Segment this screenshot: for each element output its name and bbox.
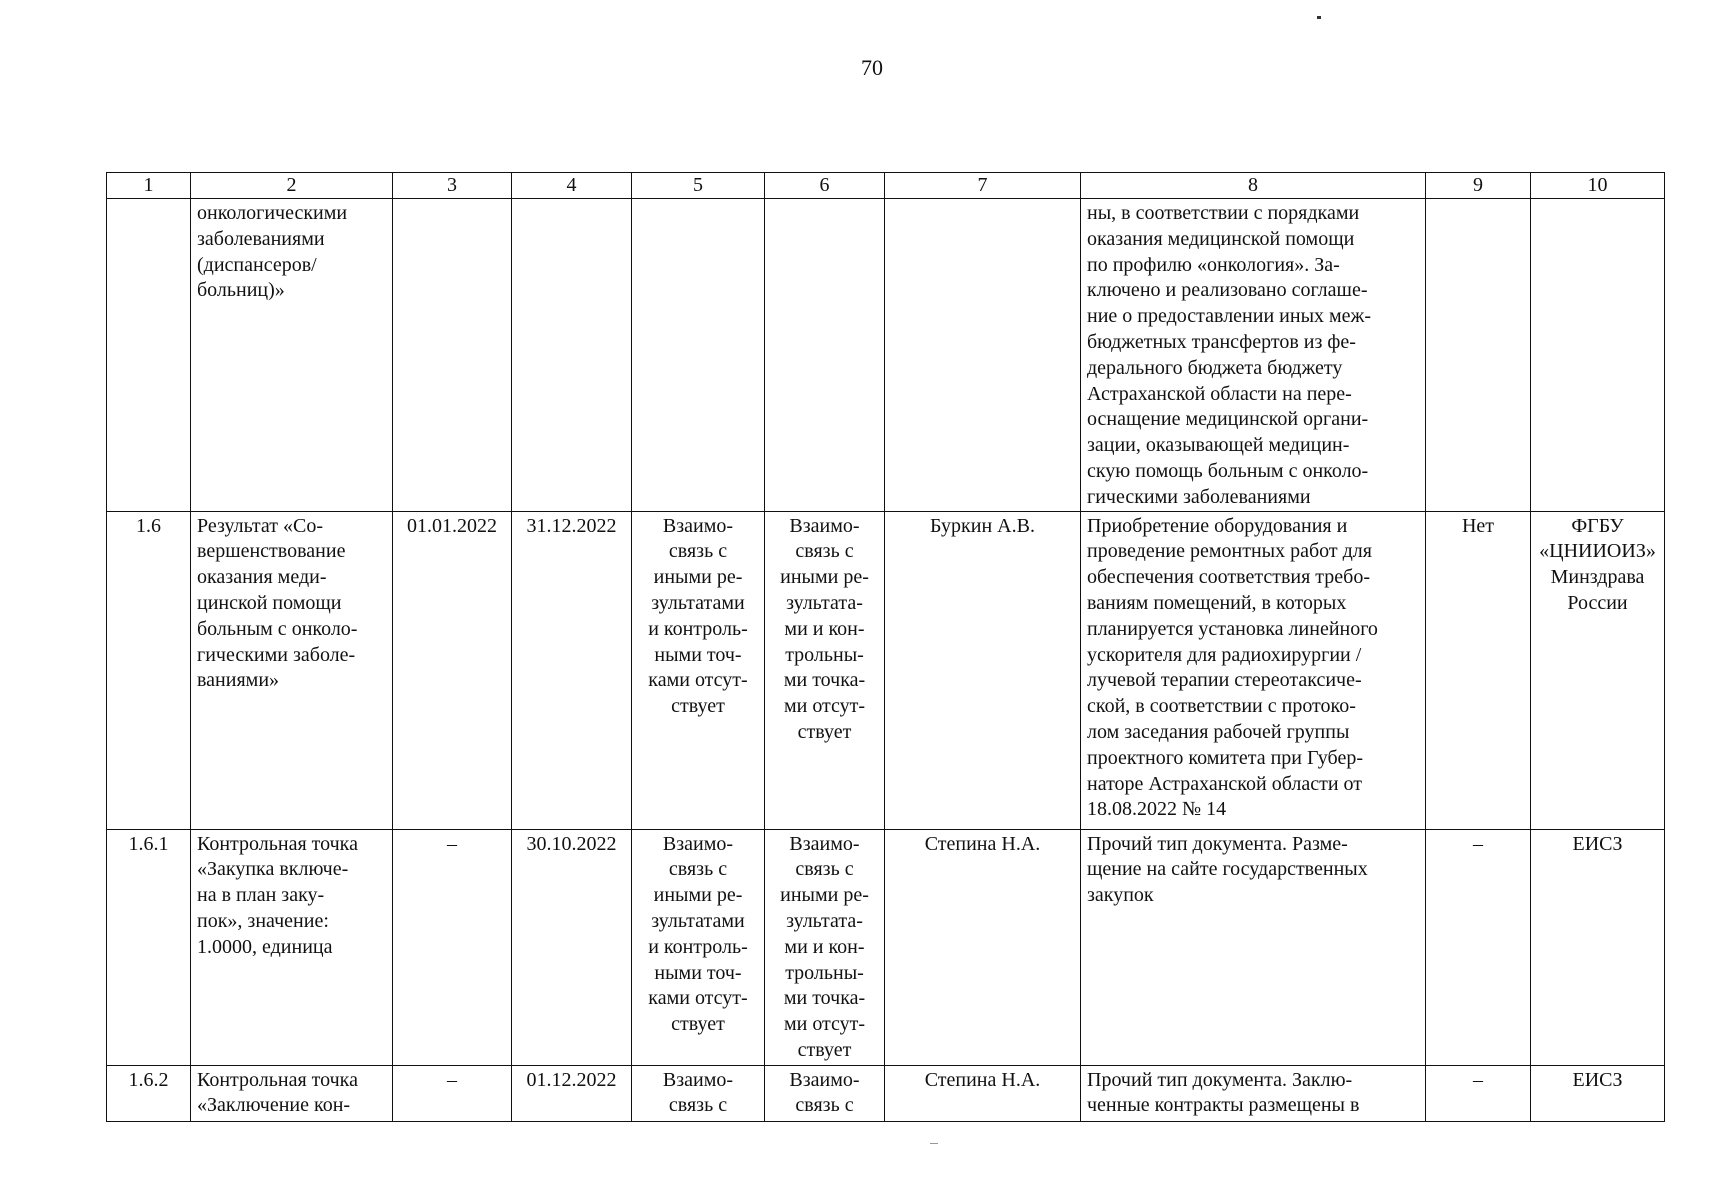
- table-cell: [885, 199, 1081, 512]
- table-row: [107, 511, 1665, 829]
- table-cell: 01.12.2022: [512, 1065, 632, 1121]
- table-cell: [1426, 199, 1531, 512]
- table-cell: Взаимо- связь с иными ре- зультата- ми и кон- трольны- ми точка- ми отсут- ствует: [765, 829, 885, 1065]
- column-header: 5: [632, 173, 765, 199]
- table-cell: –: [393, 829, 512, 1065]
- scan-speck: [930, 1143, 938, 1144]
- table-cell: Прочий тип документа. Заклю- ченные контракты размещены в: [1081, 1065, 1426, 1121]
- table-cell: Взаимо- связь с: [632, 1065, 765, 1121]
- table-cell: [512, 199, 632, 512]
- table-cell: Буркин А.В.: [885, 511, 1081, 829]
- table-cell: Степина Н.А.: [885, 829, 1081, 1065]
- table-cell: Прочий тип документа. Разме- щение на сайте государственных закупок: [1081, 829, 1426, 1065]
- table-cell: ЕИСЗ: [1531, 829, 1665, 1065]
- table-cell: Контрольная точка «Заключение кон-: [191, 1065, 393, 1121]
- table-cell: [765, 199, 885, 512]
- scan-speck: [1317, 16, 1321, 19]
- table-header-row: [107, 173, 1665, 199]
- table-row: [107, 829, 1665, 1065]
- table-cell: ны, в соответствии с порядками оказания медицинской помощи по профилю «онкология». За- ключено и реализовано соглаше- ние о предоставлении иных меж- бюджетных трансфертов из фе- дерального бюджета бюджету Астраханской области на пере- оснащение медицинской органи- зации, оказывающей медицин- скую помощь больным с онколо- гическими заболеваниями: [1081, 199, 1426, 512]
- column-header: 7: [885, 173, 1081, 199]
- table-row: [107, 1065, 1665, 1121]
- table-cell: Взаимо- связь с иными ре- зультата- ми и кон- трольны- ми точка- ми отсут- ствует: [765, 511, 885, 829]
- table-cell: [107, 199, 191, 512]
- column-header: 4: [512, 173, 632, 199]
- table-cell: [393, 199, 512, 512]
- table-cell: –: [1426, 829, 1531, 1065]
- table-cell: Контрольная точка «Закупка включе- на в план заку- пок», значение: 1.0000, единица: [191, 829, 393, 1065]
- table-cell: 30.10.2022: [512, 829, 632, 1065]
- schedule-table: [106, 172, 1665, 1122]
- column-header: 1: [107, 173, 191, 199]
- table-cell: 31.12.2022: [512, 511, 632, 829]
- table-cell: 01.01.2022: [393, 511, 512, 829]
- table-cell: 1.6.2: [107, 1065, 191, 1121]
- table-cell: Приобретение оборудования и проведение ремонтных работ для обеспечения соответствия требо- ваниям помещений, в которых планируется установка линейного ускорителя для радиохирургии / лучевой терапии стереотаксиче- ской, в соответствии с протоко- лом заседания рабочей группы проектного комитета при Губер- наторе Астраханской области от 18.08.2022 № 14: [1081, 511, 1426, 829]
- column-header: 6: [765, 173, 885, 199]
- table-cell: онкологическими заболеваниями (диспансеров/ больниц)»: [191, 199, 393, 512]
- column-header: 3: [393, 173, 512, 199]
- table-cell: –: [1426, 1065, 1531, 1121]
- column-header: 8: [1081, 173, 1426, 199]
- table-cell: –: [393, 1065, 512, 1121]
- table-cell: [1531, 199, 1665, 512]
- table-cell: Нет: [1426, 511, 1531, 829]
- column-header: 9: [1426, 173, 1531, 199]
- table-cell: Результат «Со- вершенствование оказания меди- цинской помощи больным с онколо- гическими заболе- ваниями»: [191, 511, 393, 829]
- table-cell: Степина Н.А.: [885, 1065, 1081, 1121]
- column-header: 10: [1531, 173, 1665, 199]
- table-cell: [632, 199, 765, 512]
- table-cell: 1.6.1: [107, 829, 191, 1065]
- table-row: [107, 199, 1665, 512]
- page-number: 70: [861, 55, 883, 80]
- table-cell: 1.6: [107, 511, 191, 829]
- table-cell: Взаимо- связь с: [765, 1065, 885, 1121]
- table-cell: ЕИСЗ: [1531, 1065, 1665, 1121]
- table-cell: Взаимо- связь с иными ре- зультатами и контроль- ными точ- ками отсут- ствует: [632, 511, 765, 829]
- table-cell: ФГБУ «ЦНИИОИЗ» Минздрава России: [1531, 511, 1665, 829]
- table-cell: Взаимо- связь с иными ре- зультатами и контроль- ными точ- ками отсут- ствует: [632, 829, 765, 1065]
- column-header: 2: [191, 173, 393, 199]
